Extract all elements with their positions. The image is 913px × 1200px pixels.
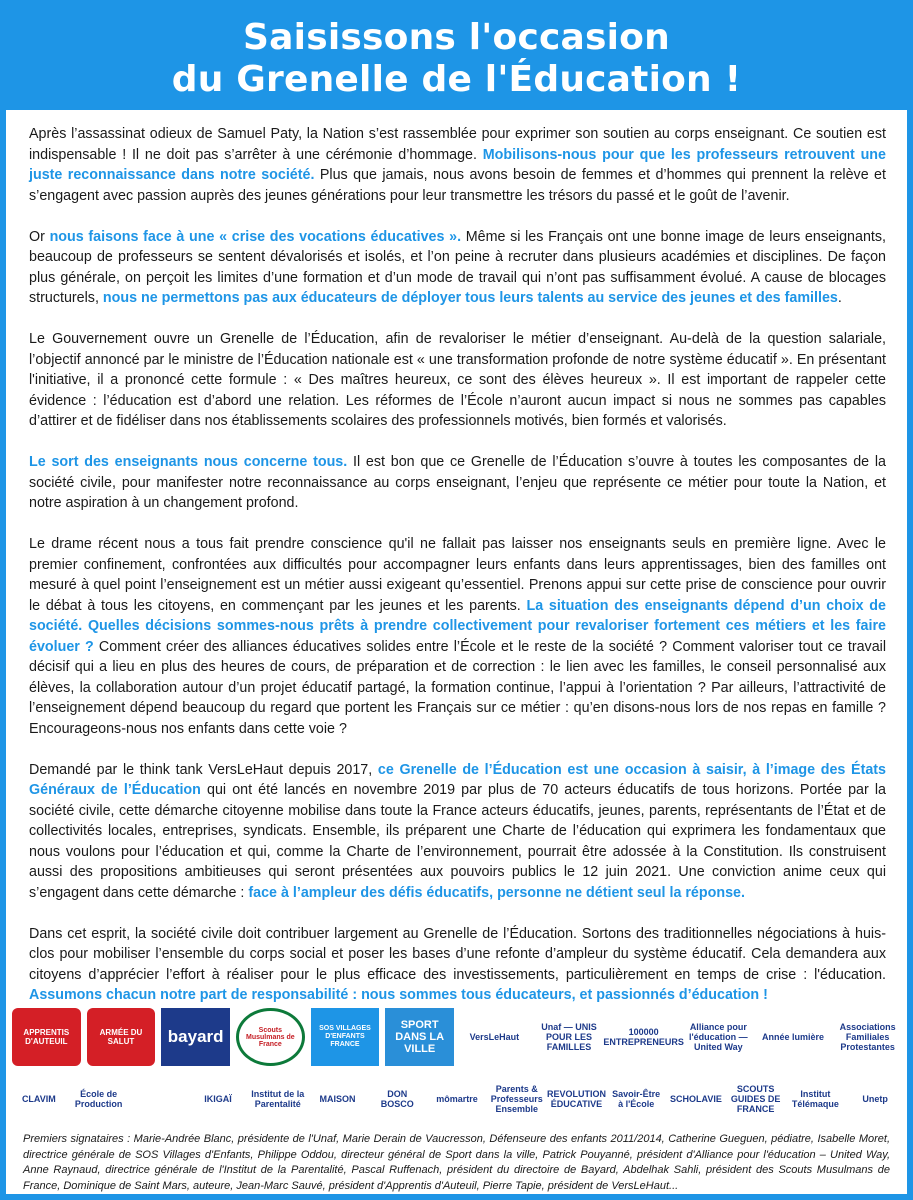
savoir-etre-logo	[609, 1070, 663, 1128]
article-body	[29, 124, 886, 1026]
article-paragraph	[29, 452, 886, 514]
paragraph-text: Demandé par le think tank VersLeHaut depuis 2017,	[29, 761, 378, 778]
highlight-text: face à l’ampleur des défis éducatifs, personne ne détient seul la réponse.	[248, 884, 745, 901]
mom-artre-logo	[430, 1070, 484, 1128]
paragraph-text: Le Gouvernement ouvre un Grenelle de l’Éducation, afin de revaloriser le métier d’enseignant. Au-delà de la question salariale, l’objectif annoncé par le ministre de l’Éducation nationale est « une transformation profonde de notre système éducatif ». En présentant l'initiative, il a prononcé cette formule : « Des maîtres heureux, ce sont des élèves heureux ». Il est important de rappeler cette évidence : l’éducation est d’abord une relation. Les réformes de l’École n’auront aucun impact si nous ne sommes pas capables d’attirer et de fidéliser dans nos établissements scolaires des professionnels motivés, bien formés et valorisés.	[29, 331, 886, 429]
fondation-logo	[131, 1070, 185, 1128]
parents-professeurs-logo-text: Parents & Professeurs Ensemble	[490, 1084, 543, 1114]
logo-row-2	[12, 1070, 902, 1128]
highlight-text: Le sort des enseignants nous concerne tous.	[29, 454, 348, 470]
sport-dans-la-ville-logo	[385, 1008, 454, 1066]
highlight-text: nous ne permettons pas aux éducateurs de déployer tous leurs talents au service des jeunes et des familles	[102, 290, 838, 306]
ecole-de-production-logo	[72, 1070, 126, 1128]
article-paragraph	[29, 124, 886, 206]
paragraph-text: Dans cet esprit, la société civile doit contribuer largement au Grenelle de l’Éducation. Sortons des traditionnelles négociations à huis-clos pour mobiliser l’ensemble du corps social et poser les bases d’une refonte d’ampleur du système éducatif. Cela demandera aux citoyens d’apprécier l’effort à réaliser pour le plus efficace des investissements, particulièrement en temps de crise : l'éducation.	[29, 925, 886, 983]
paragraph-text: Le drame récent nous a tous fait prendre conscience qu'il ne fallait pas laisser nos enseignants seuls en première ligne. Avec le premier confinement, confrontées aux difficultés pour accompagner leurs enfants dans leurs apprentissages, bien des familles ont mesuré à quel point l’enseignement est un métier aussi exigeant qu’essentiel. Prenons appui sur cette prise de conscience pour ouvrir le débat à tous les citoyens, en commençant par les jeunes et les parents.	[29, 536, 886, 614]
bayard-logo	[161, 1008, 230, 1066]
ecole-de-production-logo-text: École de Production	[74, 1089, 123, 1109]
ikigai-logo	[191, 1070, 245, 1128]
telemaque-logo	[789, 1070, 843, 1128]
article-paragraph	[29, 534, 886, 739]
alliance-education-logo-text: Alliance pour l'éducation — United Way	[689, 1022, 748, 1052]
scouts-musulmans-logo-text: Scouts Musulmans de France	[246, 1026, 295, 1048]
don-bosco-logo-text: DON BOSCO	[380, 1089, 414, 1109]
scouts-musulmans-logo	[236, 1008, 305, 1066]
clavim-logo-text: CLAVIM	[21, 1094, 56, 1104]
bayard-logo-text: bayard	[167, 1027, 224, 1046]
parents-professeurs-logo	[490, 1070, 544, 1128]
article-paragraph	[29, 924, 886, 1006]
scouts-guides-logo	[729, 1070, 783, 1128]
100000-entrepreneurs-logo	[603, 1008, 684, 1066]
savoir-etre-logo-text: Savoir-Être à l'École	[612, 1089, 661, 1109]
unetp-logo-text: Unetp	[862, 1094, 888, 1104]
sos-villages-logo-text: SOS VILLAGES D'ENFANTS FRANCE	[319, 1025, 371, 1048]
scholavie-logo-text: SCHOLAVIE	[670, 1094, 722, 1104]
maison-logo	[311, 1070, 365, 1128]
scholavie-logo	[669, 1070, 723, 1128]
unetp-logo	[848, 1070, 902, 1128]
institut-parentalite-logo-text: Institut de la Parentalité	[251, 1089, 305, 1109]
content-card	[6, 110, 907, 1194]
apprentis-auteuil-logo-text: APPRENTIS D'AUTEUIL	[23, 1028, 70, 1046]
highlight-text: Mobilisons-nous pour que les professeurs retrouvent une juste reconnaissance dans notre société.	[29, 146, 886, 183]
verslehaut-logo-text: VersLeHaut	[469, 1032, 520, 1042]
paragraph-text: Après l’assassinat odieux de Samuel Paty, la Nation s’est rassemblée pour exprimer son soutien au corps enseignant. Ce soutien est indispensable ! Il ne doit pas s’arrêter à une cérémonie d’hommage.	[29, 126, 886, 163]
header-banner	[0, 0, 913, 110]
unaf-logo	[535, 1008, 604, 1066]
paragraph-text: Même si les Français ont une bonne image de leurs enseignants, beaucoup de professeurs se sentent dévalorisés et isolés, et l’on peine à recruter dans plusieurs académies et disciplines. De façon plus générale, on perçoit les limites d’une formation et d’un mode de travail qui n’ont pas suffisamment évolué. A cause de blocages structurels,	[29, 228, 887, 306]
apprentis-auteuil-logo	[12, 1008, 81, 1066]
sport-dans-la-ville-logo-text: SPORT DANS LA VILLE	[395, 1019, 445, 1055]
telemaque-logo-text: Institut Télémaque	[791, 1089, 839, 1109]
page-title-line-1: Saisissons l'occasion	[243, 17, 670, 58]
logo-row-1	[12, 1008, 902, 1066]
paragraph-text: qui ont été lancés en novembre 2019 par plus de 70 acteurs éducatifs de tous horizons. Portée par la société civile, cette démarche citoyenne mobilise dans toute la France acteurs éducatifs, jeunes, parents, représentants de l’État et de collectivités locales, entreprises, syndicats. Ensemble, ils préparent une Charte de l’éducation qui exprimera les fondamentaux que nous voulons pour l’éducation et qui, comme la Charte de l’environnement, pourrait être adossée à la Constitution. Ils construisent aussi des propositions ambitieuses qui seront présentées aux pouvoirs publics le 12 juin 2021. Une conviction anime ceux qui s’engagent dans cette démarche :	[29, 782, 886, 901]
maison-logo-text: MAISON	[319, 1094, 356, 1104]
highlight-text: nous faisons face à une « crise des vocations éducatives ».	[49, 228, 462, 245]
article-paragraph	[29, 760, 886, 904]
signatories-text: Premiers signataires : Marie-Andrée Blanc, présidente de l'Unaf, Marie Derain de Vaucresson, Défenseure des enfants 2011/2014, Catherine Gueguen, pédiatre, Isabelle Moret, directrice générale de SOS Villages d'Enfants, Philippe Oddou, directeur général de Sport dans la ville, Patrick Pouyanné, président d'Alliance pour l'éducation – United Way, Anne Raynaud, directrice générale de l'Institut de la Parentalité, Pascal Ruffenach, président du directoire de Bayard, Abdelhak Sahli, président des Scouts Musulmans de France, Dominique de Saint Mars, auteure, Jean-Marc Sauvé, président d'Apprentis d'Auteuil, Pierre Tapie, président de VersLeHaut...	[23, 1133, 890, 1192]
afp-logo-text: Associations Familiales Protestantes	[839, 1022, 896, 1052]
annee-lumiere-logo	[759, 1008, 828, 1066]
paragraph-text: .	[837, 290, 842, 306]
mom-artre-logo-text: mômartre	[436, 1094, 478, 1104]
annee-lumiere-logo-text: Année lumière	[761, 1032, 824, 1042]
alliance-education-logo	[684, 1008, 753, 1066]
page-title-line-2: du Grenelle de l'Éducation !	[171, 59, 742, 100]
revolution-educative-logo	[546, 1070, 606, 1128]
institut-parentalite-logo	[251, 1070, 305, 1128]
unaf-logo-text: Unaf — UNIS POUR LES FAMILLES	[541, 1022, 597, 1052]
paragraph-text: Il est bon que ce Grenelle de l’Éducation s’ouvre à toutes les composantes de la société civile, pour manifester notre reconnaissance au corps enseignant, l’enjeu que représente ce métier pour toute la Nation, et notre aspiration à un changement profond.	[29, 454, 886, 511]
article-paragraph	[29, 227, 886, 309]
paragraph-text: Comment créer des alliances éducatives solides entre l’École et le reste de la société ? Comment valoriser tout ce travail décisif qui a lieu en plus des heures de cours, de préparation et de correction : le lien avec les familles, le conseil personnalisé aux élèves, la collaboration autour d’un projet éducatif partagé, la formation continue, l’appui à l’orientation ? Par ailleurs, l’attractivité de l’enseignement dépend beaucoup du regard que portent les Français sur ce métier : qu’en disons-nous lors de nos repas en famille ? Encourageons-nous nos enfants dans cette voie ?	[29, 638, 887, 737]
highlight-text: La situation des enseignants dépend d’un choix de société. Quelles décisions sommes-nous prêts à prendre collectivement pour revaloriser fortement ces métiers et les faire évoluer ?	[29, 597, 886, 655]
article-paragraph	[29, 329, 886, 432]
paragraph-text: Or	[29, 228, 50, 245]
armee-du-salut-logo	[87, 1008, 156, 1066]
highlight-text: Assumons chacun notre part de responsabilité : nous sommes tous éducateurs, et passionnés d’éducation !	[29, 987, 768, 1003]
revolution-educative-logo-text: REVOLUTION ÉDUCATIVE	[546, 1089, 606, 1109]
highlight-text: ce Grenelle de l’Éducation est une occasion à saisir, à l’image des États Généraux de l’Éducation	[29, 761, 886, 798]
100000-entrepreneurs-logo-text: 100000 ENTREPRENEURS	[603, 1027, 684, 1047]
verslehaut-logo	[460, 1008, 529, 1066]
armee-du-salut-logo-text: ARMÉE DU SALUT	[99, 1028, 143, 1046]
scouts-guides-logo-text: SCOUTS GUIDES DE FRANCE	[730, 1084, 781, 1114]
ikigai-logo-text: IKIGAÏ	[204, 1094, 232, 1104]
don-bosco-logo	[370, 1070, 424, 1128]
clavim-logo	[12, 1070, 66, 1128]
sos-villages-logo	[311, 1008, 380, 1066]
afp-logo	[833, 1008, 902, 1066]
paragraph-text: Plus que jamais, nous avons besoin de femmes et d’hommes qui prennent la relève et s’engagent avec passion auprès des jeunes générations pour leur transmettre les trésors du passé et le goût de l’avenir.	[29, 167, 886, 204]
